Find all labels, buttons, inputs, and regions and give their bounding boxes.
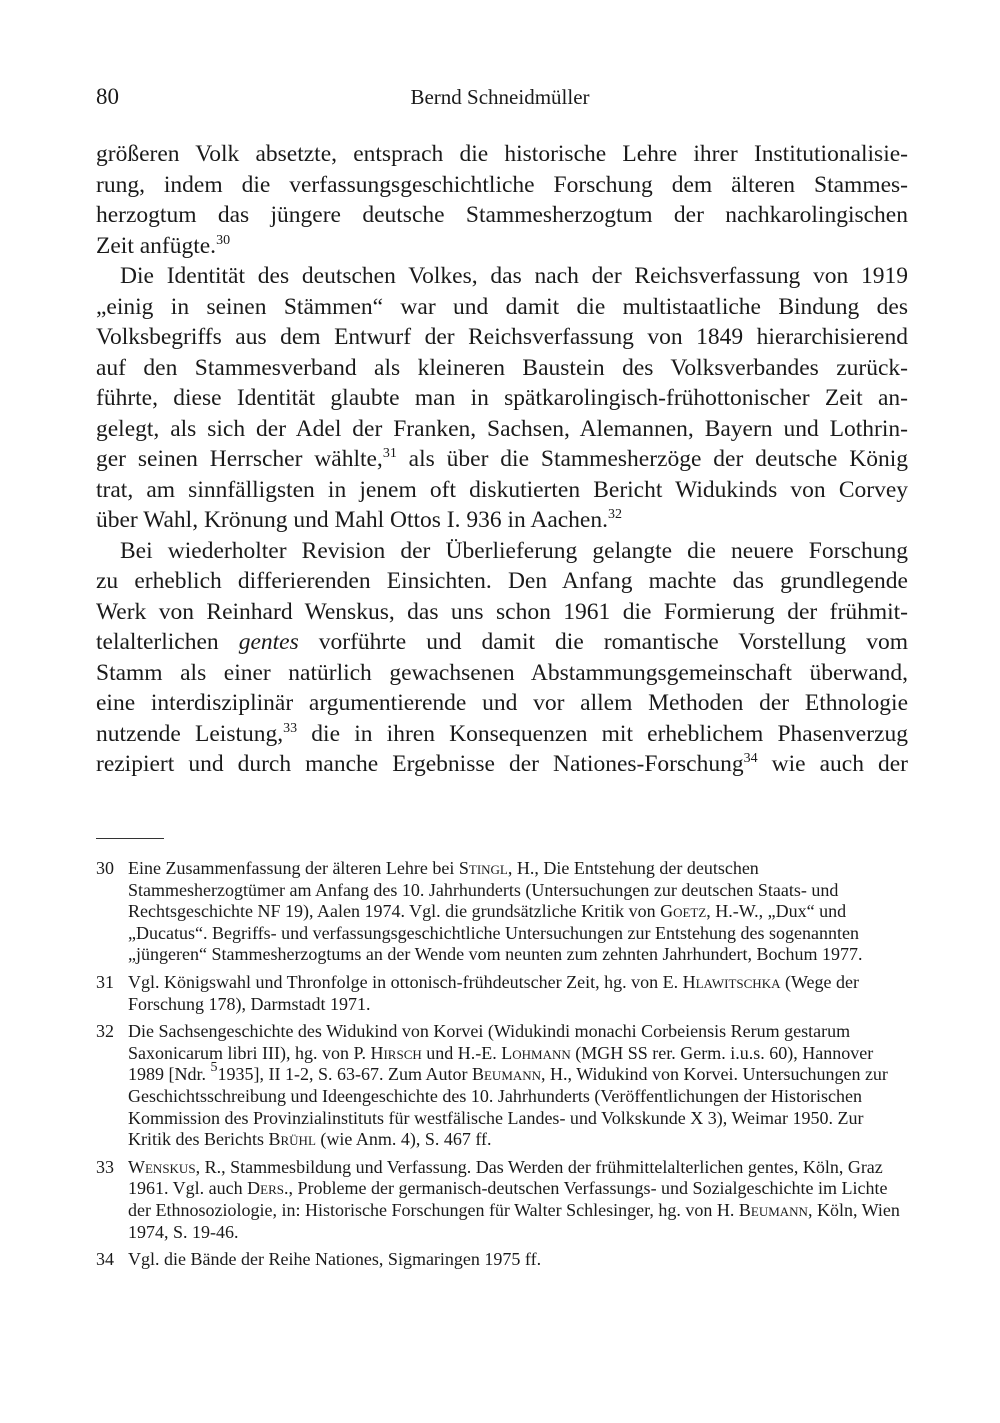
footnote-ref: 33 — [283, 720, 298, 736]
footnote-number: 34 — [96, 1249, 114, 1270]
author-name: Hlawitschka — [682, 971, 781, 992]
body-line: „einig in seinen Stämmen“ war und damit die multistaatliche Bindung des — [96, 293, 908, 320]
body-line — [96, 749, 908, 780]
author-name: Beumann — [471, 1064, 542, 1085]
body-text-run: Zeit anfügte. — [96, 232, 217, 259]
body-line — [96, 505, 908, 536]
footnotes — [96, 858, 908, 1277]
body-line: größeren Volk absetzte, entsprach die historische Lehre ihrer Institutionalisie- — [96, 141, 908, 167]
footnote-30 — [96, 858, 908, 966]
footnote-run: Die Sachsengeschichte des Widukind von Korvei (Widukindi monachi Corbeiensis Rerum gestarum Saxonicarum libri III), hg. von P. — [128, 1021, 851, 1063]
body-line — [96, 719, 908, 750]
author-name: Goetz — [660, 901, 707, 922]
footnote-run: (wie Anm. 4), S. 467 ff. — [315, 1129, 492, 1150]
footnote-ref: 31 — [382, 446, 397, 461]
footnote-number: 30 — [96, 858, 114, 878]
footnote-run: 1935], II 1-2, S. 63-67. Zum Autor — [217, 1064, 472, 1085]
footnote-ref: 30 — [216, 232, 231, 248]
footnote-text — [128, 1021, 908, 1151]
footnote-run: , Probleme der germanisch-deutschen Verfassungs- und Sozialgeschichte im Lichte der Ethnosoziologie, in: Historische Forschungen für Walter Schlesinger, hg. von H. — [128, 1178, 888, 1220]
body-line: gelegt, als sich der Adel der Franken, Sachsen, Alemannen, Bayern und Lothrin- — [96, 415, 908, 442]
author-name: Brühl — [268, 1129, 316, 1150]
footnote-run: (MGH SS rer. Germ. i.u.s. 60), Hannover 1989 [Ndr. — [128, 1042, 874, 1085]
footnote-text — [128, 1157, 908, 1243]
author-name: Ders. — [247, 1178, 289, 1199]
body-text-run: ger seinen Herrscher wählte, — [96, 446, 383, 472]
footnote-run: , Köln, Wien 1974, S. 19-46. — [128, 1199, 900, 1242]
body-line: Werk von Reinhard Wenskus, das uns schon 1961 die Formierung der frühmit- — [96, 598, 908, 625]
footnote-33 — [96, 1157, 908, 1243]
body-text — [96, 139, 908, 780]
body-text-run: wie auch der — [757, 751, 908, 777]
body-text-run: vorführte und damit die romantische Vorstellung vom — [298, 629, 908, 655]
body-line: eine interdisziplinär argumentierende und vor allem Methoden der Ethnologie — [96, 690, 908, 716]
footnote-number: 31 — [96, 971, 114, 992]
body-line: Bei wiederholter Revision der Überlieferung gelangte die neuere Forschung — [120, 537, 908, 564]
author-name: Hirsch — [370, 1042, 422, 1063]
footnote-ref: 34 — [743, 751, 758, 766]
footnote-number: 33 — [96, 1156, 114, 1177]
body-line — [96, 627, 908, 658]
footnote-separator — [96, 838, 164, 839]
author-name: Stingl — [458, 858, 508, 878]
body-text-run: rezipiert und durch manche Ergebnisse der Nationes-Forschung — [96, 751, 744, 777]
body-line: herzogtum das jüngere deutsche Stammesherzogtum der nachkarolingischen — [96, 202, 908, 228]
footnote-ref: 32 — [608, 507, 622, 522]
footnote-34 — [96, 1249, 908, 1271]
body-text-run: nutzende Leistung, — [96, 720, 284, 747]
body-line: Volksbegriffs aus dem Entwurf der Reichsverfassung von 1849 hierarchisierend — [96, 324, 908, 350]
footnote-number: 32 — [96, 1021, 114, 1042]
footnote-run: (Wege der Forschung 178), Darmstadt 1971. — [128, 971, 859, 1014]
footnote-run: , H., Die Entstehung der deutschen Stammesherzogtümer am Anfang des 10. Jahrhunderts (Untersuchungen zur deutschen Staats- und Rechtsgeschichte NF 19), Aalen 1974. Vgl. die grundsätzliche Kritik von — [128, 858, 839, 922]
body-line: Stamm als einer natürlich gewachsenen Abstammungsgemeinschaft überwand, — [96, 659, 908, 686]
body-text-run: die in ihren Konsequenzen mit erheblichem Phasenverzug — [297, 720, 908, 747]
footnote-run: Vgl. Königswahl und Thronfolge in ottonisch-frühdeutscher Zeit, hg. von E. — [128, 971, 683, 992]
author-name: Wenskus — [128, 1156, 196, 1177]
body-line: Die Identität des deutschen Volkes, das nach der Reichsverfassung von 1919 — [120, 263, 908, 289]
footnote-text — [128, 858, 908, 966]
body-line: führte, diese Identität glaubte man in spätkarolingisch-frühottonischer Zeit an- — [96, 385, 908, 411]
body-line: zu erheblich differierenden Einsichten. Den Anfang machte das grundlegende — [96, 568, 908, 594]
footnote-32 — [96, 1021, 908, 1151]
footnote-31 — [96, 972, 908, 1015]
body-line — [96, 231, 908, 262]
body-line — [96, 444, 908, 475]
body-text-run: als über die Stammesherzöge der deutsche König — [396, 446, 908, 472]
footnote-text — [128, 972, 908, 1015]
footnote-run: , R., Stammesbildung und Verfassung. Das Werden der frühmittelalterlichen gentes, Köln, Graz 1961. Vgl. auch — [128, 1156, 883, 1199]
page-number: 80 — [96, 84, 119, 109]
footnote-run: Eine Zusammenfassung der älteren Lehre bei — [128, 858, 459, 878]
body-text-run: über Wahl, Krönung und Mahl Ottos I. 936 in Aachen. — [96, 507, 608, 533]
italic-term: gentes — [238, 629, 299, 655]
body-line: rung, indem die verfassungsgeschichtliche Forschung dem älteren Stammes- — [96, 171, 908, 198]
body-text-run: telalterlichen — [96, 629, 239, 655]
body-line: trat, am sinnfälligsten in jenem oft diskutierten Bericht Widukinds von Corvey — [96, 476, 908, 503]
footnote-text — [128, 1249, 908, 1271]
author-name: Lohmann — [501, 1042, 571, 1063]
footnote-run: und H.-E. — [421, 1042, 502, 1063]
body-line: auf den Stammesverband als kleineren Baustein des Volksverbandes zurück- — [96, 354, 908, 381]
edition-superscript: 5 — [210, 1060, 218, 1076]
author-name: Beumann — [738, 1199, 808, 1220]
running-head: Bernd Schneidmüller — [410, 85, 590, 109]
footnote-run: , H.-W., „Dux“ und „Ducatus“. Begriffs- und verfassungsgeschichtliche Untersuchungen zur Entstehung des sogenannten „jüngeren“ Stammesherzogtums an der Wende vom neunten zum zehnten Jahrhundert, Bochum 1977. — [128, 901, 863, 965]
footnote-run: Vgl. die Bände der Reihe Nationes, Sigmaringen 1975 ff. — [128, 1249, 542, 1270]
footnote-run: , H., Widukind von Korvei. Untersuchungen zur Geschichtsschreibung und Ideengeschichte des 10. Jahrhunderts (Veröffentlichungen der Historischen Kommission des Provinzialinstituts für westfälische Landes- und Volkskunde X 3), Weimar 1950. Zur Kritik des Berichts — [128, 1064, 888, 1150]
